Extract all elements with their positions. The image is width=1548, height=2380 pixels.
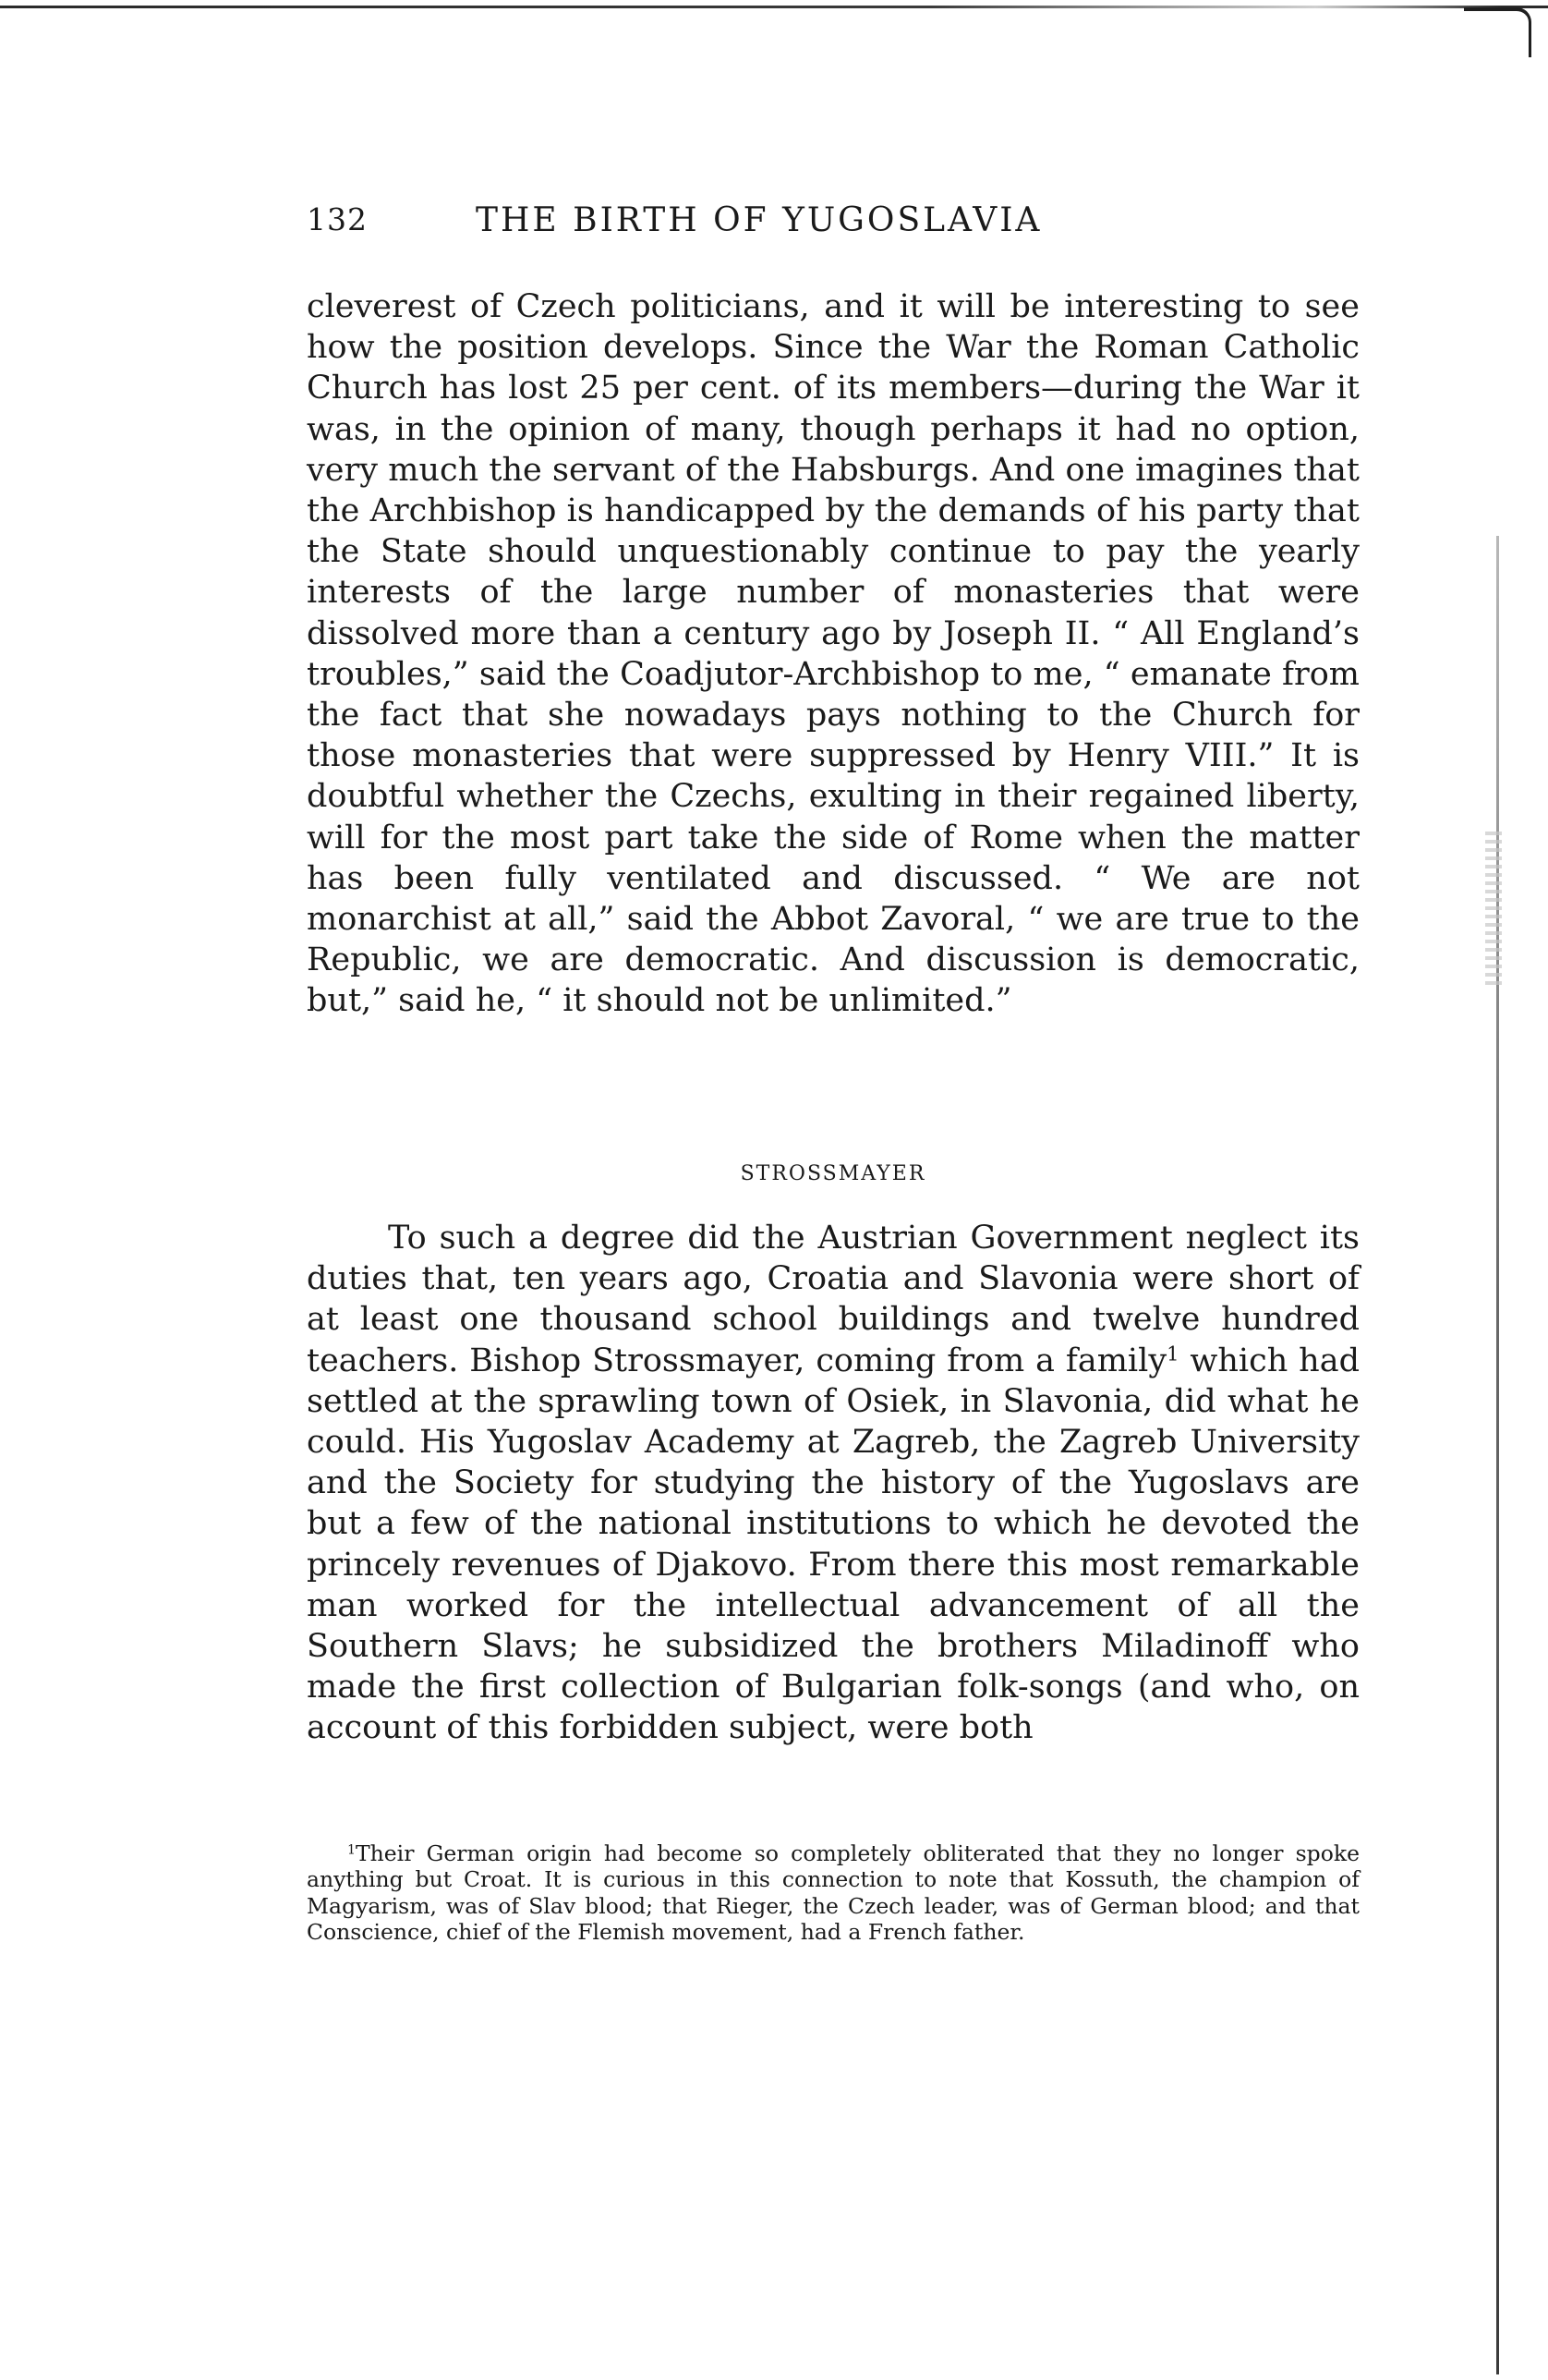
section-heading: STROSSMAYER [740,1162,926,1185]
body-paragraph: cleverest of Czech politicians, and it will be interesting to see how the position develops. Since the War the Roman Catholic Church has lost 25 per cent. of its members—during the War it was, in the opinion of many, though perhaps it had no option, very much the servant of the Habsburgs. And one imagines that the Archbishop is handicapped by the demands of his party that the State should unquestionably continue to pay the yearly interests of the large number of monasteries that were dissolved more than a century ago by Joseph II. “ All England’s troubles,” said the Coadjutor-Archbishop to me, “ emanate from the fact that she nowadays pays nothing to the Church for those monasteries that were suppressed by Henry VIII.” It is doubtful whether the Czechs, exulting in their regained liberty, will for the most part take the side of Rome when the matter has been fully ventilated and discussed. “ We are not monarchist at all,” said the Abbot Zavoral, “ we are true to the Republic, we are democratic. And discussion is democratic, but,” said he, “ it should not be unlimited.” [307,288,1360,1020]
scan-smudge-mark [1485,832,1502,989]
footnote-marker: 1 [347,1842,356,1858]
page-header [307,201,1249,257]
paragraph-text: To such a degree did the Austrian Government neglect its duties that, ten years ago, Croatia and Slavonia were short of at least one thousand school buildings and twelve hundred teachers. Bishop Strossmayer, coming from a family [307,1220,1360,1379]
body-paragraph [307,1218,1360,1749]
running-title: THE BIRTH OF YUGOSLAVIA [476,201,1043,239]
footnote [307,1840,1360,1945]
page-number: 132 [307,201,368,237]
paragraph-text: which had settled at the sprawling town of Osiek, in Slavonia, did what he could. His Yugoslav Academy at Zagreb, the Zagreb University and the Society for studying the history of the Yugoslavs are but a few of the national institutions to which he devoted the princely revenues of Djakovo. From there this most remarkable man worked for the intellectual advancement of all the Southern Slavs; he subsidized the brothers Miladinoff who made the first collection of Bulgarian folk-songs (and who, on account of this forbidden subject, were both [307,1342,1360,1747]
footnote-reference: 1 [1167,1342,1179,1366]
scan-right-edge-line [1496,536,1499,2374]
scan-top-edge-line [0,6,1548,8]
footnote-text: Their German origin had become so completely obliterated that they no longer spoke anything but Croat. It is curious in this connection to note that Kossuth, the champion of Magyarism, was of Slav blood; that Rieger, the Czech leader, was of German blood; and that Conscience, chief of the Flemish movement, had a French father. [307,1840,1360,1945]
scan-corner-mark [1464,7,1531,57]
